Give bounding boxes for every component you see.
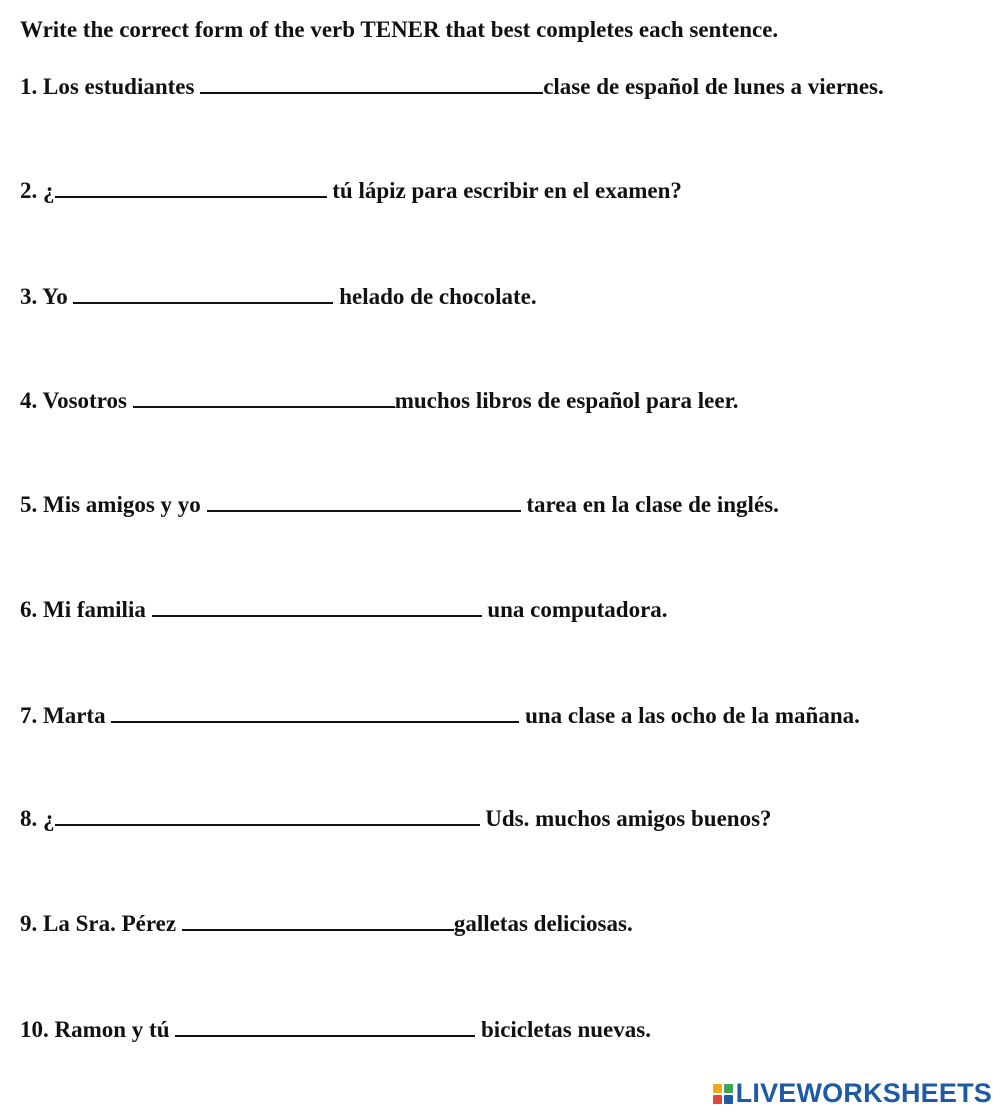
- logo-square-2: [724, 1084, 733, 1093]
- question-8: [20, 802, 772, 833]
- answer-blank-7[interactable]: [111, 699, 519, 723]
- logo-square-3: [713, 1095, 722, 1104]
- question-5-prefix: 5. Mis amigos y yo: [20, 492, 207, 517]
- question-6-prefix: 6. Mi familia: [20, 597, 152, 622]
- answer-blank-9[interactable]: [182, 907, 454, 931]
- question-5-suffix: tarea en la clase de inglés.: [520, 492, 779, 517]
- question-8-suffix: Uds. muchos amigos buenos?: [479, 806, 772, 831]
- question-4: [20, 384, 738, 415]
- answer-blank-8[interactable]: [55, 802, 480, 826]
- question-2-prefix: 2. ¿: [20, 178, 55, 203]
- question-10-suffix: bicicletas nuevas.: [475, 1017, 651, 1042]
- question-2: [20, 174, 682, 205]
- answer-blank-2[interactable]: [55, 174, 327, 198]
- liveworksheets-logo-icon: [713, 1084, 733, 1104]
- question-7-prefix: 7. Marta: [20, 703, 112, 728]
- answer-blank-4[interactable]: [133, 384, 395, 408]
- logo-square-1: [713, 1084, 722, 1093]
- logo-text: LIVEWORKSHEETS: [735, 1078, 992, 1108]
- question-4-suffix: muchos libros de español para leer.: [394, 388, 739, 413]
- question-10: [20, 1013, 651, 1044]
- question-2-suffix: tú lápiz para escribir en el examen?: [326, 178, 682, 203]
- question-7-suffix: una clase a las ocho de la mañana.: [519, 703, 860, 728]
- question-10-prefix: 10. Ramon y tú: [20, 1017, 176, 1042]
- logo-square-4: [724, 1095, 733, 1104]
- question-3-suffix: helado de chocolate.: [333, 284, 537, 309]
- question-6-suffix: una computadora.: [481, 597, 668, 622]
- answer-blank-1[interactable]: [200, 70, 543, 94]
- answer-blank-3[interactable]: [73, 280, 333, 304]
- question-3: [20, 280, 537, 311]
- question-1-prefix: 1. Los estudiantes: [20, 74, 201, 99]
- question-1-suffix: clase de español de lunes a viernes.: [543, 74, 884, 99]
- question-9: [20, 907, 633, 938]
- question-6: [20, 593, 668, 624]
- question-5: [20, 488, 779, 519]
- question-4-prefix: 4. Vosotros: [20, 388, 133, 413]
- liveworksheets-logo: [713, 1078, 992, 1109]
- question-7: [20, 699, 860, 730]
- question-9-suffix: galletas deliciosas.: [453, 911, 633, 936]
- answer-blank-6[interactable]: [152, 593, 482, 617]
- answer-blank-10[interactable]: [175, 1013, 475, 1037]
- instructions: Write the correct form of the verb TENER that best completes each sentence.: [20, 17, 779, 42]
- question-9-prefix: 9. La Sra. Pérez: [20, 911, 182, 936]
- question-8-prefix: 8. ¿: [20, 806, 55, 831]
- question-1: [20, 70, 884, 101]
- answer-blank-5[interactable]: [207, 488, 521, 512]
- question-3-prefix: 3. Yo: [20, 284, 74, 309]
